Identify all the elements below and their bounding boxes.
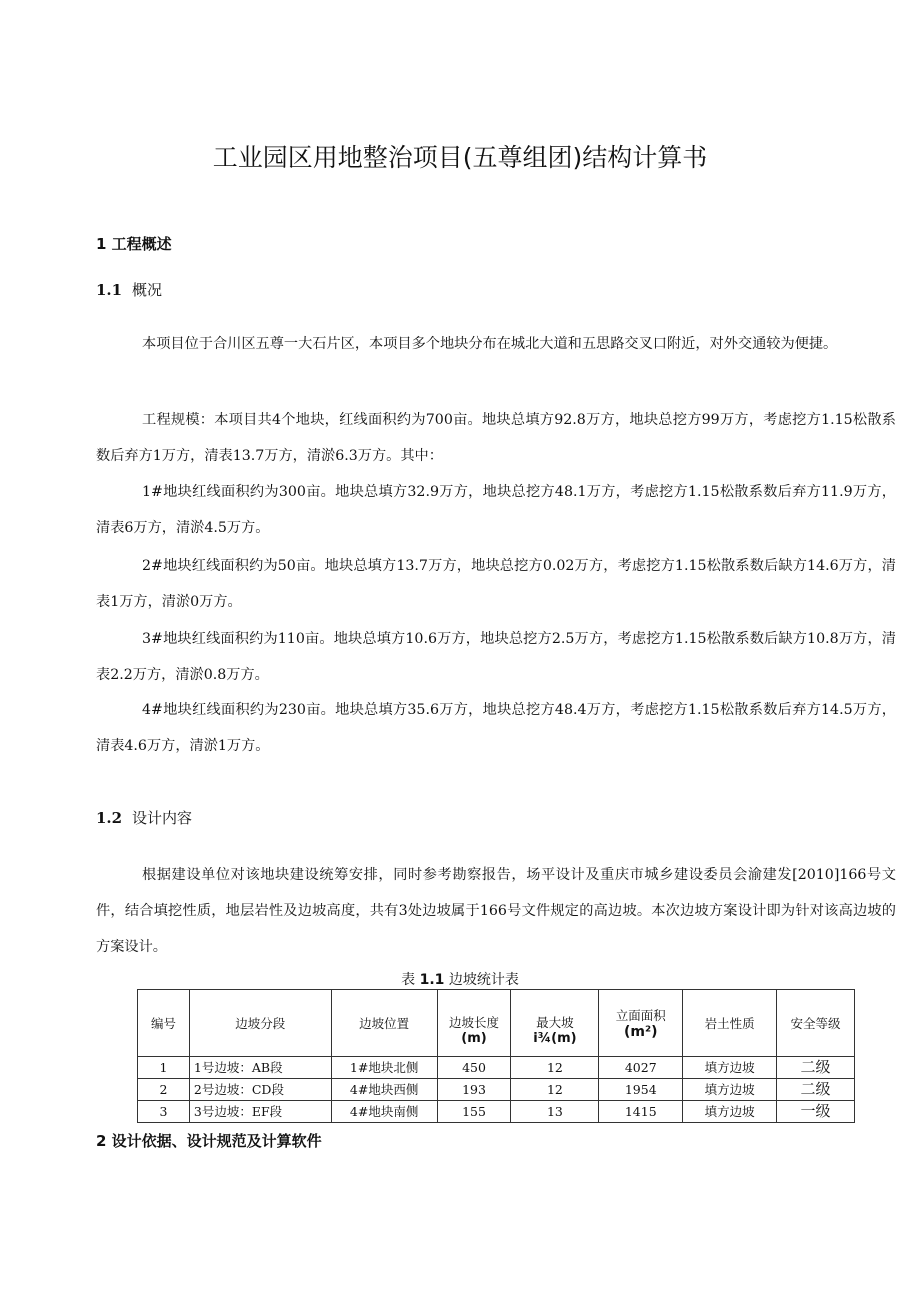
row-segment: 3号边坡：EF段 — [189, 1101, 331, 1123]
row-id: 1 — [138, 1057, 190, 1079]
row-id: 3 — [138, 1101, 190, 1123]
row-length: 155 — [437, 1101, 511, 1123]
table-header-row — [138, 990, 855, 1057]
document-title: 工业园区用地整治项目(五尊组团)结构计算书 — [212, 143, 708, 172]
header-location: 边坡位置 — [331, 990, 437, 1057]
section-2-heading: 2 设计依据、设计规范及计算软件 — [96, 1132, 322, 1150]
row-length: 450 — [437, 1057, 511, 1079]
header-max-slope-unit: i¾(m) — [533, 1030, 577, 1046]
row-segment: 2号边坡：CD段 — [189, 1079, 331, 1101]
header-length-label: 边坡长度 — [449, 1014, 500, 1030]
table-caption-prefix: 表 — [401, 972, 416, 988]
table-row — [138, 1101, 855, 1123]
section-1-1-title: 概况 — [132, 281, 163, 299]
table-row — [138, 1057, 855, 1079]
row-soil: 填方边坡 — [683, 1101, 777, 1123]
row-id: 2 — [138, 1079, 190, 1101]
section-1-2-title: 设计内容 — [132, 809, 193, 827]
row-safety: 二级 — [777, 1079, 855, 1101]
plot-4-paragraph: 4#地块红线面积约为230亩。地块总填方35.6万方，地块总挖方48.4万方，考虑挖方1.15松散系数后弃方14.5万方，清表4.6万方，清淤1万方。 — [96, 702, 896, 754]
row-soil: 填方边坡 — [683, 1079, 777, 1101]
overview-location-paragraph: 本项目位于合川区五尊一大石片区，本项目多个地块分布在城北大道和五思路交叉口附近，对外交通较为便捷。 — [142, 336, 838, 352]
section-1-2-number: 1.2 — [96, 809, 123, 827]
slope-statistics-table — [137, 989, 855, 1123]
section-1-1-number: 1.1 — [96, 281, 123, 299]
header-segment: 边坡分段 — [189, 990, 331, 1057]
row-area: 1415 — [599, 1101, 683, 1123]
row-max-slope: 12 — [511, 1079, 599, 1101]
header-max-slope — [511, 990, 599, 1057]
row-area: 4027 — [599, 1057, 683, 1079]
row-soil: 填方边坡 — [683, 1057, 777, 1079]
row-location: 4#地块西侧 — [331, 1079, 437, 1101]
plot-1-paragraph: 1#地块红线面积约为300亩。地块总填方32.9万方，地块总挖方48.1万方，考虑挖方1.15松散系数后弃方11.9万方，清表6万方，清淤4.5万方。 — [96, 484, 896, 536]
header-length-unit: (m) — [461, 1030, 487, 1046]
header-area-label: 立面面积 — [615, 1008, 666, 1023]
row-safety: 二级 — [777, 1057, 855, 1079]
plot-3-paragraph: 3#地块红线面积约为110亩。地块总填方10.6万方，地块总挖方2.5万方，考虑挖方1.15松散系数后缺方10.8万方，清表2.2万方，清淤0.8万方。 — [96, 631, 896, 683]
row-location: 1#地块北侧 — [331, 1057, 437, 1079]
header-safety: 安全等级 — [777, 990, 855, 1057]
section-1-heading: 1 工程概述 — [96, 235, 172, 253]
header-length — [437, 990, 511, 1057]
row-max-slope: 13 — [511, 1101, 599, 1123]
plot-2-paragraph: 2#地块红线面积约为50亩。地块总填方13.7万方，地块总挖方0.02万方，考虑挖方1.15松散系数后缺方14.6万方，清表1万方，清淤0万方。 — [96, 558, 896, 610]
design-content-paragraph: 根据建设单位对该地块建设统筹安排，同时参考勘察报告，场平设计及重庆市城乡建设委员会渝建发[2010]166号文件，结合填挖性质，地层岩性及边坡高度，共有3处边坡属于166号文件规定的高边坡。本次边坡方案设计即为针对该高边坡的方案设计。 — [96, 867, 896, 955]
header-max-slope-label: 最大坡 — [536, 1014, 574, 1030]
header-soil: 岩土性质 — [683, 990, 777, 1057]
header-area — [599, 990, 683, 1057]
table-caption — [0, 969, 920, 989]
section-1-2-heading — [96, 807, 192, 828]
row-length: 193 — [437, 1079, 511, 1101]
row-segment: 1号边坡：AB段 — [189, 1057, 331, 1079]
section-1-1-heading — [96, 279, 162, 300]
row-max-slope: 12 — [511, 1057, 599, 1079]
row-safety: 一级 — [777, 1101, 855, 1123]
table-row — [138, 1079, 855, 1101]
overview-scale-paragraph: 工程规模：本项目共4个地块，红线面积约为700亩。地块总填方92.8万方，地块总挖方99万方，考虑挖方1.15松散系数后弃方1万方，清表13.7万方，清淤6.3万方。其中： — [96, 412, 896, 464]
table-caption-text: 边坡统计表 — [448, 972, 519, 988]
row-location: 4#地块南侧 — [331, 1101, 437, 1123]
table-caption-number: 1.1 — [419, 972, 445, 988]
header-id: 编号 — [138, 990, 190, 1057]
header-area-unit: (m²) — [623, 1024, 658, 1040]
row-area: 1954 — [599, 1079, 683, 1101]
